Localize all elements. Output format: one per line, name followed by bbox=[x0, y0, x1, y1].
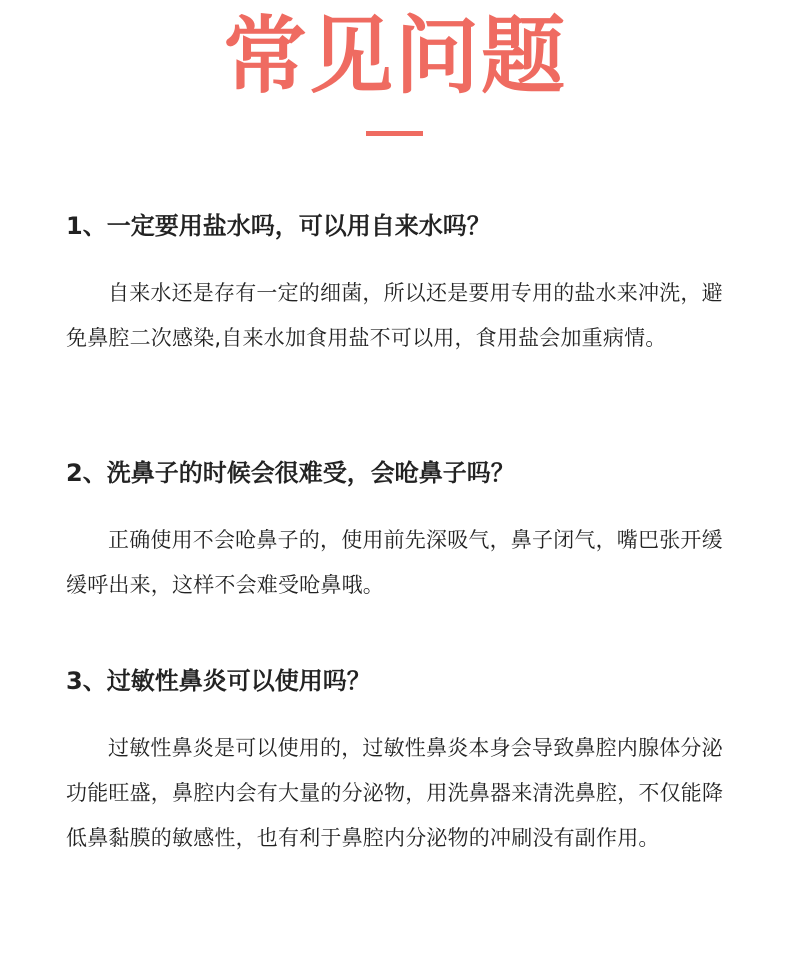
title-divider bbox=[366, 131, 423, 136]
faq-answer: 正确使用不会呛鼻子的，使用前先深吸气，鼻子闭气，嘴巴张开缓缓呼出来，这样不会难受呛鼻哦。 bbox=[66, 528, 723, 597]
faq-question: 1、一定要用盐水吗，可以用自来水吗？ bbox=[66, 212, 491, 240]
page-title: 常见问题 bbox=[222, 7, 567, 105]
faq-item bbox=[66, 210, 730, 361]
faq-question: 2、洗鼻子的时候会很难受，会呛鼻子吗？ bbox=[66, 459, 515, 487]
faq-answer: 过敏性鼻炎是可以使用的，过敏性鼻炎本身会导致鼻腔内腺体分泌功能旺盛，鼻腔内会有大量的分泌物，用洗鼻器来清洗鼻腔，不仅能降低鼻黏膜的敏感性，也有利于鼻腔内分泌物的冲刷没有副作用。 bbox=[66, 736, 724, 850]
faq-answer: 自来水还是存有一定的细菌，所以还是要用专用的盐水来冲洗，避免鼻腔二次感染,自来水加食用盐不可以用，食用盐会加重病情。 bbox=[66, 281, 723, 350]
faq-question: 3、过敏性鼻炎可以使用吗？ bbox=[66, 667, 371, 695]
faq-item bbox=[66, 665, 730, 861]
faq-item bbox=[66, 457, 730, 608]
